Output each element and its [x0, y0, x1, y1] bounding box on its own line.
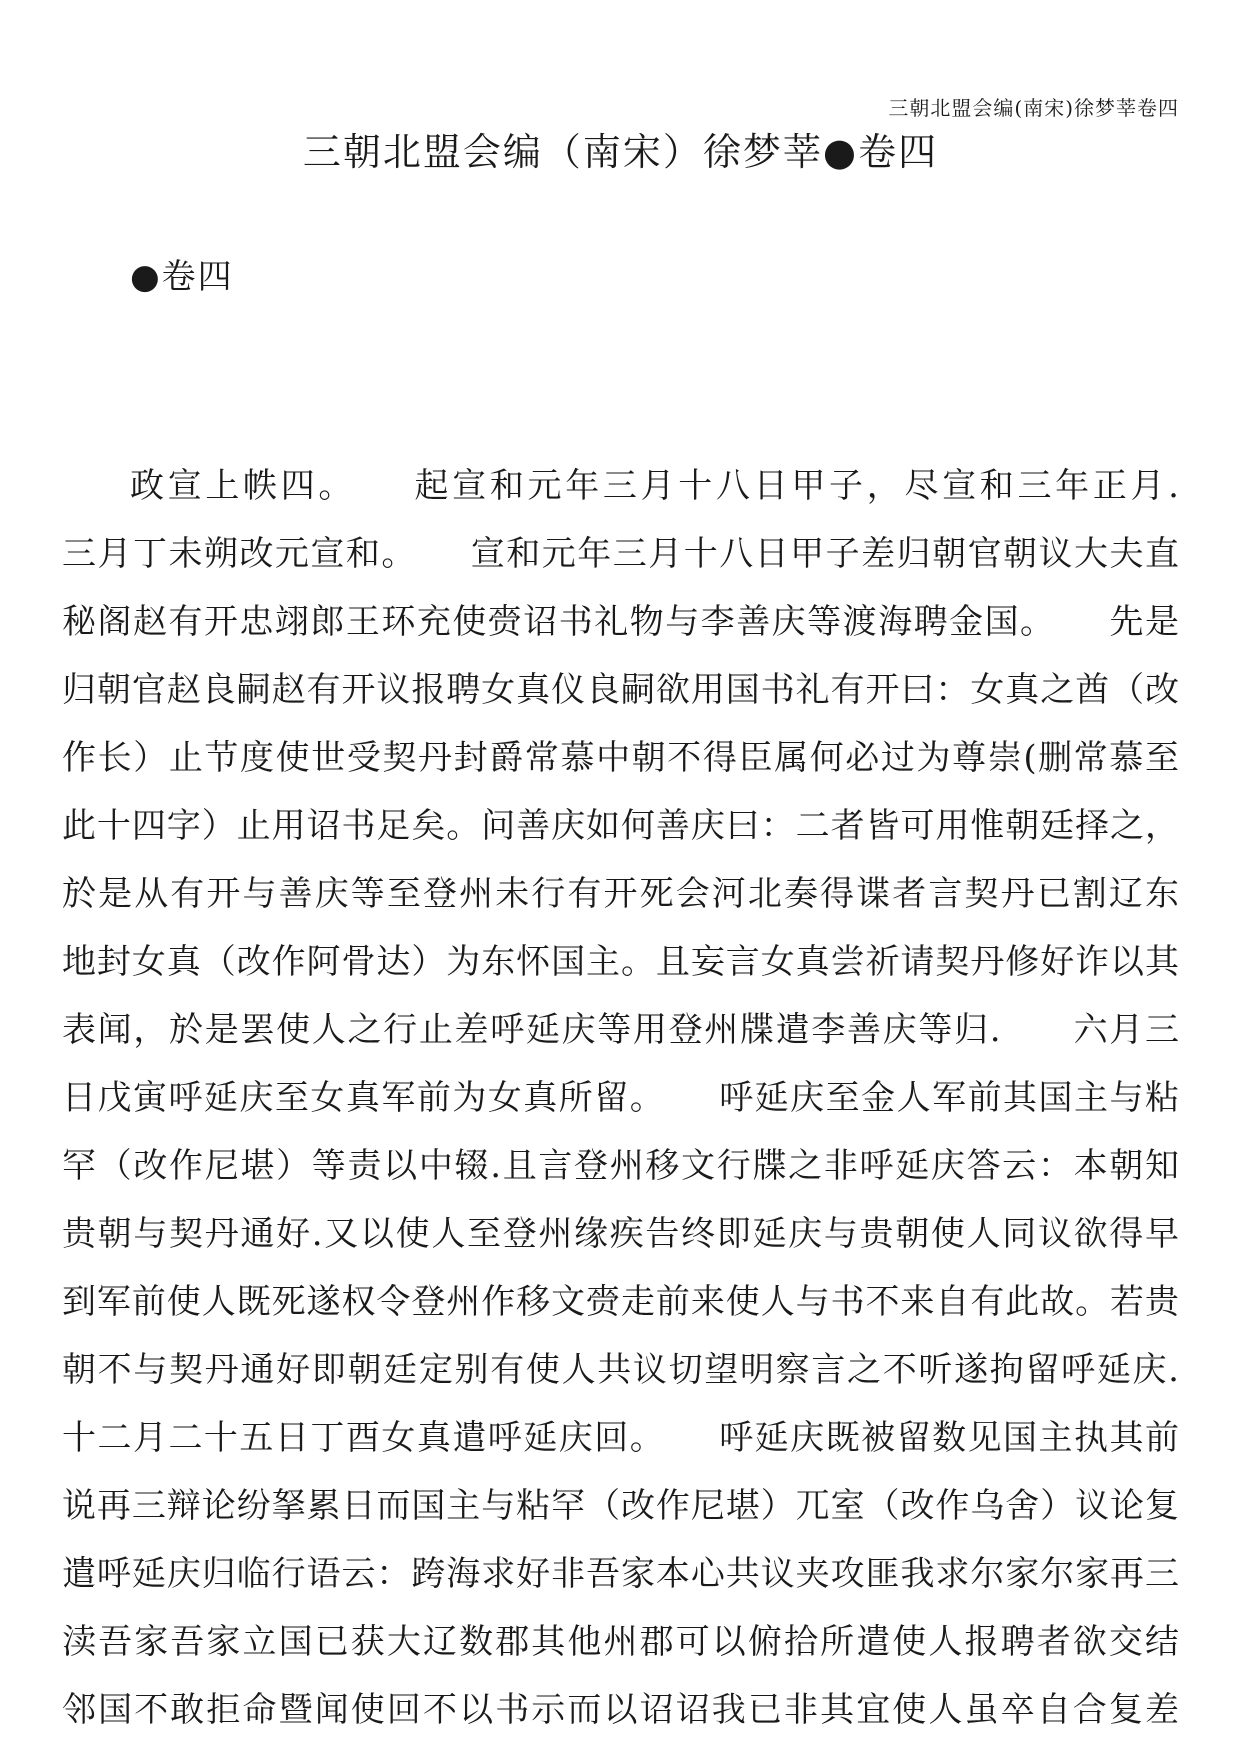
text-line: 归朝官赵良嗣赵有开议报聘女真仪良嗣欲用国书礼有开曰：女真之酋（改	[62, 670, 1179, 710]
text-line: 渎吾家吾家立国已获大辽数郡其他州郡可以俯拾所遣使人报聘者欲交结	[62, 1622, 1179, 1662]
text-line: 朝不与契丹通好即朝廷定别有使人共议切望明察言之不听遂拘留呼延庆.	[62, 1350, 1179, 1390]
text-line: 此十四字）止用诏书足矣。问善庆如何善庆曰：二者皆可用惟朝廷择之，	[62, 806, 1179, 846]
text-line: 政宣上帙四。 起宣和元年三月十八日甲子，尽宣和三年正月.	[130, 466, 1179, 506]
text-line: 遣呼延庆归临行语云：跨海求好非吾家本心共议夹攻匪我求尔家尔家再三	[62, 1554, 1179, 1594]
text-line: 邻国不敢拒命暨闻使回不以书示而以诏诏我已非其宜使人虽卒自合复差	[62, 1690, 1179, 1730]
running-header: 三朝北盟会编(南宋)徐梦莘卷四	[888, 96, 1179, 120]
section-heading: ●卷四	[130, 257, 234, 297]
text-line: 到军前使人既死遂权令登州作移文赍走前来使人与书不来自有此故。若贵	[62, 1282, 1179, 1322]
text-line: 日戊寅呼延庆至女真军前为女真所留。 呼延庆至金人军前其国主与粘	[62, 1078, 1179, 1118]
text-line: 於是从有开与善庆等至登州未行有开死会河北奏得谍者言契丹已割辽东	[62, 874, 1179, 914]
page-title: 三朝北盟会编（南宋）徐梦莘●卷四	[302, 130, 939, 174]
body-text	[62, 452, 1179, 1744]
text-line: 作长）止节度使世受契丹封爵常慕中朝不得臣属何必过为尊崇(删常慕至	[62, 738, 1179, 778]
text-line: 说再三辩论纷拏累日而国主与粘罕（改作尼堪）兀室（改作乌舍）议论复	[62, 1486, 1179, 1526]
text-line: 地封女真（改作阿骨达）为东怀国主。且妄言女真尝祈请契丹修好诈以其	[62, 942, 1179, 982]
text-line: 贵朝与契丹通好.又以使人至登州缘疾告终即延庆与贵朝使人同议欲得早	[62, 1214, 1179, 1254]
text-line: 十二月二十五日丁酉女真遣呼延庆回。 呼延庆既被留数见国主执其前	[62, 1418, 1179, 1458]
text-line: 表闻，於是罢使人之行止差呼延庆等用登州牒遣李善庆等归. 六月三	[62, 1010, 1179, 1050]
text-line: 秘阁赵有开忠翊郎王环充使赍诏书礼物与李善庆等渡海聘金国。 先是	[62, 602, 1179, 642]
text-line: 三月丁未朔改元宣和。 宣和元年三月十八日甲子差归朝官朝议大夫直	[62, 534, 1179, 574]
text-line: 罕（改作尼堪）等责以中辍.且言登州移文行牒之非呼延庆答云：本朝知	[62, 1146, 1179, 1186]
